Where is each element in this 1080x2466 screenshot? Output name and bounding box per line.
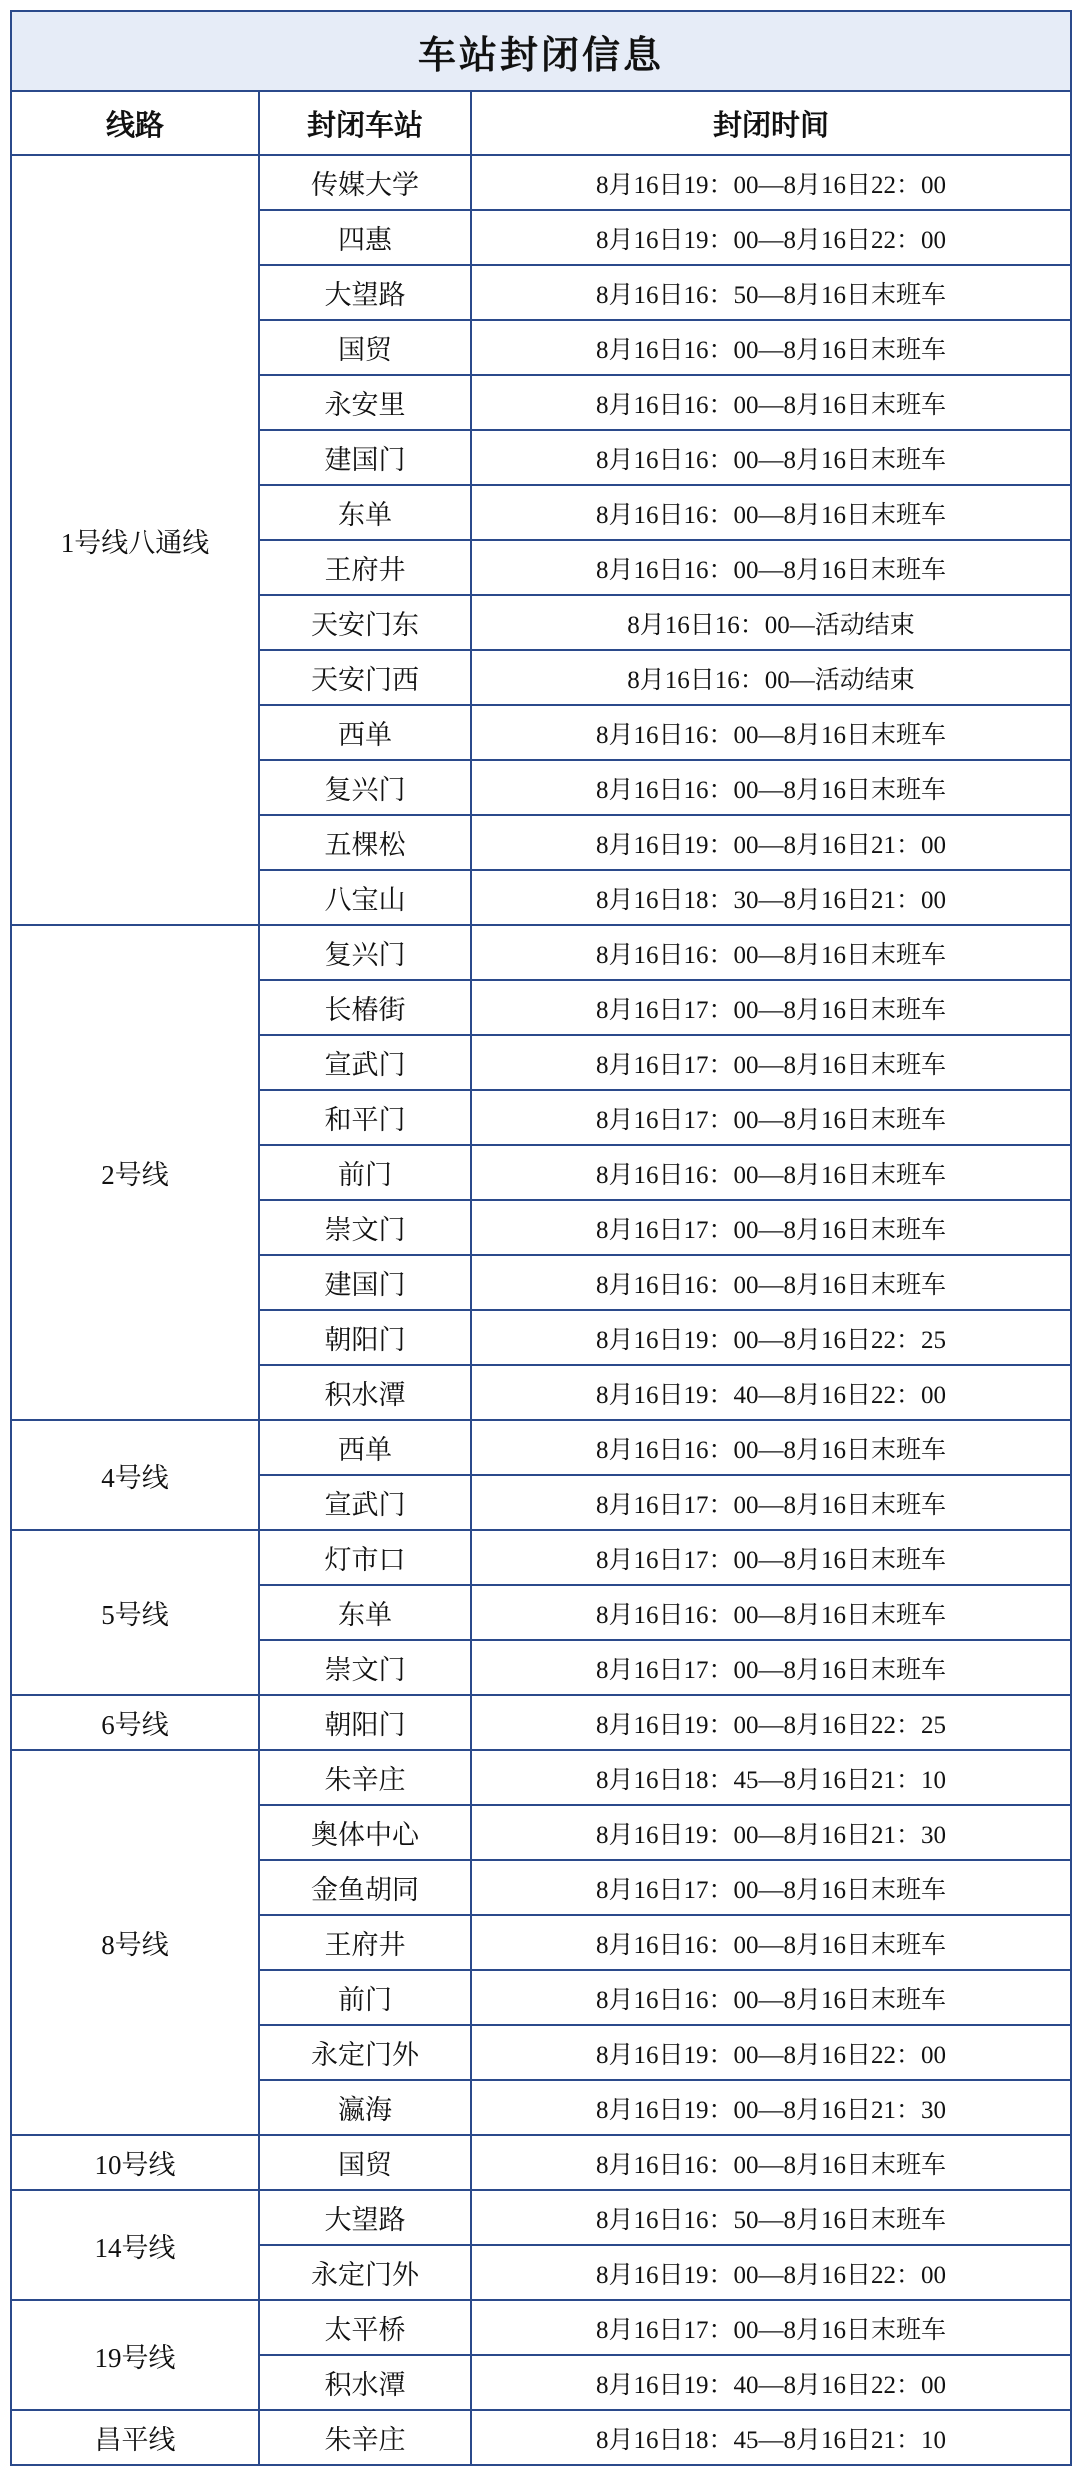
closure-time-cell: 8月16日16：00—活动结束 [471, 650, 1071, 705]
closure-time-cell: 8月16日17：00—8月16日末班车 [471, 1860, 1071, 1915]
closure-time-cell: 8月16日19：00—8月16日22：00 [471, 155, 1071, 210]
station-name-cell: 积水潭 [259, 1365, 471, 1420]
closure-time-cell: 8月16日17：00—8月16日末班车 [471, 2300, 1071, 2355]
closure-time-cell: 8月16日19：00—8月16日22：25 [471, 1310, 1071, 1365]
closure-time-cell: 8月16日19：00—8月16日22：00 [471, 210, 1071, 265]
closure-time-cell: 8月16日16：00—活动结束 [471, 595, 1071, 650]
closure-time-cell: 8月16日18：45—8月16日21：10 [471, 2410, 1071, 2465]
closure-time-cell: 8月16日17：00—8月16日末班车 [471, 1475, 1071, 1530]
station-name-cell: 西单 [259, 705, 471, 760]
table-row [11, 925, 1071, 980]
closure-time-cell: 8月16日17：00—8月16日末班车 [471, 1035, 1071, 1090]
table-row [11, 1695, 1071, 1750]
station-name-cell: 永定门外 [259, 2025, 471, 2080]
closure-time-cell: 8月16日19：00—8月16日21：30 [471, 2080, 1071, 2135]
station-name-cell: 朱辛庄 [259, 1750, 471, 1805]
station-name-cell: 传媒大学 [259, 155, 471, 210]
closure-time-cell: 8月16日16：00—8月16日末班车 [471, 1970, 1071, 2025]
table-row [11, 1530, 1071, 1585]
closure-time-cell: 8月16日19：00—8月16日22：00 [471, 2245, 1071, 2300]
station-name-cell: 瀛海 [259, 2080, 471, 2135]
page-title: 车站封闭信息 [11, 11, 1071, 91]
closure-time-cell: 8月16日16：00—8月16日末班车 [471, 320, 1071, 375]
closure-time-cell: 8月16日16：00—8月16日末班车 [471, 1145, 1071, 1200]
station-name-cell: 奥体中心 [259, 1805, 471, 1860]
station-name-cell: 天安门东 [259, 595, 471, 650]
line-name-cell: 4号线 [11, 1420, 259, 1530]
station-name-cell: 东单 [259, 1585, 471, 1640]
line-name-cell: 14号线 [11, 2190, 259, 2300]
station-name-cell: 永安里 [259, 375, 471, 430]
column-header-station: 封闭车站 [259, 91, 471, 155]
closure-time-cell: 8月16日18：30—8月16日21：00 [471, 870, 1071, 925]
closure-time-cell: 8月16日16：00—8月16日末班车 [471, 430, 1071, 485]
closure-time-cell: 8月16日17：00—8月16日末班车 [471, 1530, 1071, 1585]
table-row [11, 155, 1071, 210]
closure-time-cell: 8月16日19：40—8月16日22：00 [471, 2355, 1071, 2410]
line-name-cell: 2号线 [11, 925, 259, 1420]
closure-time-cell: 8月16日19：00—8月16日21：30 [471, 1805, 1071, 1860]
line-name-cell: 1号线八通线 [11, 155, 259, 925]
station-name-cell: 朝阳门 [259, 1695, 471, 1750]
closure-time-cell: 8月16日16：00—8月16日末班车 [471, 1255, 1071, 1310]
station-name-cell: 朝阳门 [259, 1310, 471, 1365]
station-name-cell: 王府井 [259, 540, 471, 595]
station-name-cell: 王府井 [259, 1915, 471, 1970]
closure-time-cell: 8月16日17：00—8月16日末班车 [471, 980, 1071, 1035]
column-header-line: 线路 [11, 91, 259, 155]
column-header-time: 封闭时间 [471, 91, 1071, 155]
table-row [11, 1420, 1071, 1475]
table-row [11, 2135, 1071, 2190]
line-name-cell: 19号线 [11, 2300, 259, 2410]
station-name-cell: 复兴门 [259, 925, 471, 980]
station-name-cell: 和平门 [259, 1090, 471, 1145]
station-name-cell: 前门 [259, 1970, 471, 2025]
table-row [11, 1750, 1071, 1805]
line-name-cell: 5号线 [11, 1530, 259, 1695]
table-title-row [11, 11, 1071, 91]
line-name-cell: 昌平线 [11, 2410, 259, 2465]
closure-time-cell: 8月16日18：45—8月16日21：10 [471, 1750, 1071, 1805]
station-name-cell: 建国门 [259, 1255, 471, 1310]
station-name-cell: 金鱼胡同 [259, 1860, 471, 1915]
station-name-cell: 太平桥 [259, 2300, 471, 2355]
closure-time-cell: 8月16日19：00—8月16日22：25 [471, 1695, 1071, 1750]
station-name-cell: 长椿街 [259, 980, 471, 1035]
station-name-cell: 宣武门 [259, 1475, 471, 1530]
closure-time-cell: 8月16日17：00—8月16日末班车 [471, 1090, 1071, 1145]
closure-time-cell: 8月16日16：00—8月16日末班车 [471, 2135, 1071, 2190]
station-name-cell: 积水潭 [259, 2355, 471, 2410]
closure-time-cell: 8月16日16：00—8月16日末班车 [471, 485, 1071, 540]
station-name-cell: 天安门西 [259, 650, 471, 705]
station-name-cell: 国贸 [259, 2135, 471, 2190]
closure-time-cell: 8月16日19：00—8月16日22：00 [471, 2025, 1071, 2080]
closure-time-cell: 8月16日19：00—8月16日21：00 [471, 815, 1071, 870]
table-row [11, 2300, 1071, 2355]
line-name-cell: 10号线 [11, 2135, 259, 2190]
station-name-cell: 崇文门 [259, 1640, 471, 1695]
station-name-cell: 永定门外 [259, 2245, 471, 2300]
station-name-cell: 西单 [259, 1420, 471, 1475]
station-name-cell: 宣武门 [259, 1035, 471, 1090]
station-name-cell: 复兴门 [259, 760, 471, 815]
table-row [11, 2190, 1071, 2245]
station-name-cell: 大望路 [259, 265, 471, 320]
closure-time-cell: 8月16日17：00—8月16日末班车 [471, 1200, 1071, 1255]
closure-time-cell: 8月16日16：00—8月16日末班车 [471, 705, 1071, 760]
station-name-cell: 东单 [259, 485, 471, 540]
table-header-row [11, 91, 1071, 155]
closure-time-cell: 8月16日16：00—8月16日末班车 [471, 1420, 1071, 1475]
station-name-cell: 八宝山 [259, 870, 471, 925]
closure-time-cell: 8月16日16：00—8月16日末班车 [471, 1585, 1071, 1640]
table-body [11, 11, 1071, 2465]
station-name-cell: 前门 [259, 1145, 471, 1200]
station-closure-table [10, 10, 1072, 2466]
station-name-cell: 建国门 [259, 430, 471, 485]
station-name-cell: 朱辛庄 [259, 2410, 471, 2465]
closure-time-cell: 8月16日16：50—8月16日末班车 [471, 2190, 1071, 2245]
line-name-cell: 8号线 [11, 1750, 259, 2135]
closure-time-cell: 8月16日16：00—8月16日末班车 [471, 760, 1071, 815]
line-name-cell: 6号线 [11, 1695, 259, 1750]
closure-time-cell: 8月16日16：00—8月16日末班车 [471, 1915, 1071, 1970]
station-name-cell: 国贸 [259, 320, 471, 375]
station-name-cell: 四惠 [259, 210, 471, 265]
closure-time-cell: 8月16日16：50—8月16日末班车 [471, 265, 1071, 320]
closure-time-cell: 8月16日19：40—8月16日22：00 [471, 1365, 1071, 1420]
station-name-cell: 崇文门 [259, 1200, 471, 1255]
table-row [11, 2410, 1071, 2465]
closure-time-cell: 8月16日16：00—8月16日末班车 [471, 375, 1071, 430]
station-name-cell: 五棵松 [259, 815, 471, 870]
closure-time-cell: 8月16日16：00—8月16日末班车 [471, 925, 1071, 980]
closure-time-cell: 8月16日16：00—8月16日末班车 [471, 540, 1071, 595]
closure-time-cell: 8月16日17：00—8月16日末班车 [471, 1640, 1071, 1695]
station-name-cell: 大望路 [259, 2190, 471, 2245]
station-name-cell: 灯市口 [259, 1530, 471, 1585]
